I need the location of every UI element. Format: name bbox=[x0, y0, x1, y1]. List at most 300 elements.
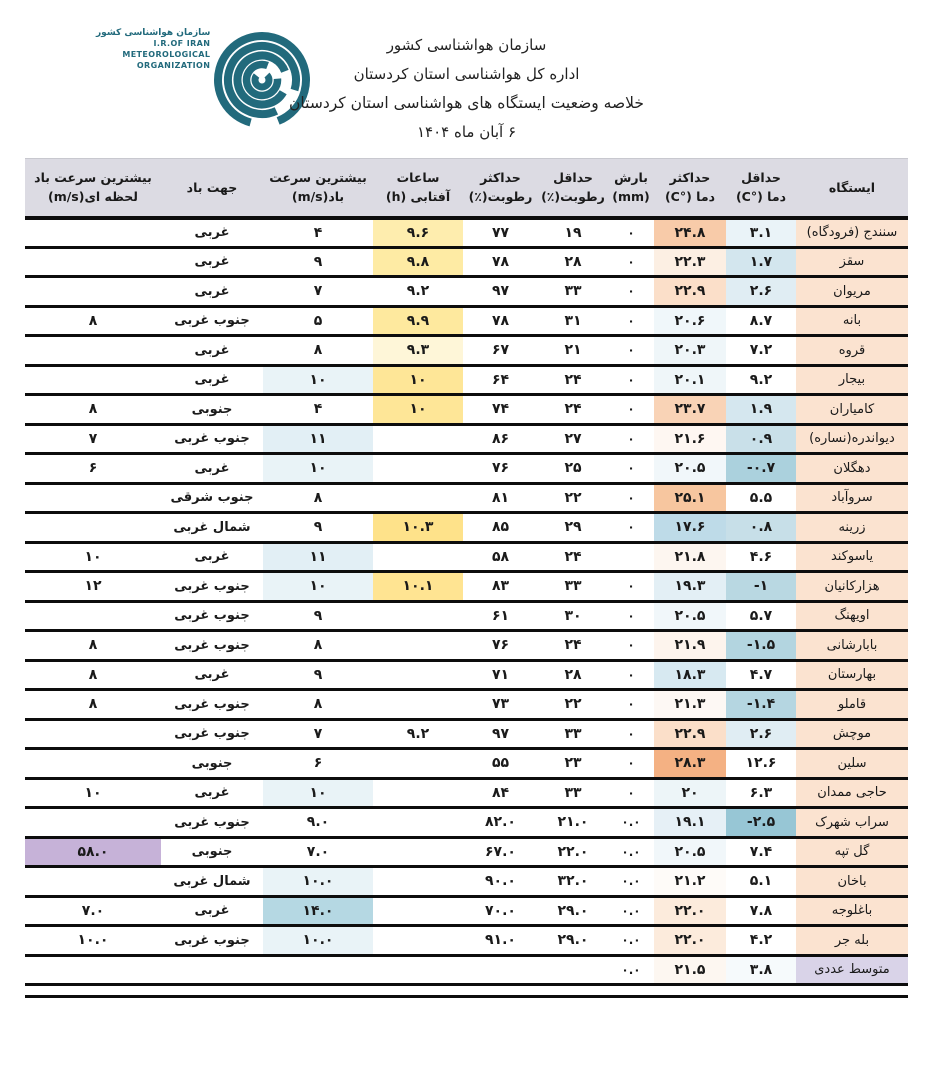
cell-name: دیواندره(نساره) bbox=[796, 424, 908, 454]
cell-tmin: ۸.۷ bbox=[726, 306, 796, 336]
cell-hmin: ۲۸ bbox=[538, 660, 608, 690]
logo-en-line3: ORGANIZATION bbox=[136, 60, 211, 70]
cell-hmax: ۷۶ bbox=[463, 454, 538, 484]
cell-tmin: -۱.۵ bbox=[726, 631, 796, 661]
cell-name: هزارکانیان bbox=[796, 572, 908, 602]
cell-precip: ۰ bbox=[608, 778, 654, 808]
cell-wind: ۹ bbox=[263, 660, 373, 690]
cell-wind: ۹ bbox=[263, 247, 373, 277]
cell-wind: ۱۰ bbox=[263, 572, 373, 602]
report-titles bbox=[0, 36, 933, 141]
cell-tmax: ۲۰.۳ bbox=[654, 336, 726, 366]
cell-tmin: ۴.۲ bbox=[726, 926, 796, 956]
cell-name: گل تپه bbox=[796, 837, 908, 867]
report-date: ۶ آبان ماه ۱۴۰۴ bbox=[417, 123, 516, 141]
cell-wind: ۹ bbox=[263, 601, 373, 631]
cell-tmin: ۵.۱ bbox=[726, 867, 796, 897]
cell-hmin: ۲۷ bbox=[538, 424, 608, 454]
cell-tmax: ۲۲.۹ bbox=[654, 277, 726, 307]
cell-sun bbox=[373, 778, 463, 808]
cell-tmin: ۲.۶ bbox=[726, 277, 796, 307]
cell-sun bbox=[373, 955, 463, 985]
station-row bbox=[25, 690, 908, 720]
cell-gust bbox=[25, 365, 161, 395]
cell-precip: ۰ bbox=[608, 749, 654, 779]
col-header-humidity-min: حداقل رطوبت(٪) bbox=[538, 159, 608, 218]
cell-precip: ۰ bbox=[608, 572, 654, 602]
cell-sun: ۱۰ bbox=[373, 365, 463, 395]
cell-hmax: ۷۸ bbox=[463, 306, 538, 336]
cell-gust: ۱۰ bbox=[25, 542, 161, 572]
cell-tmax: ۲۱.۹ bbox=[654, 631, 726, 661]
logo-persian-text: سازمان هواشناسی کشور bbox=[96, 28, 211, 38]
station-row bbox=[25, 867, 908, 897]
cell-hmin: ۳۲.۰ bbox=[538, 867, 608, 897]
office-title: اداره کل هواشناسی استان کردستان bbox=[353, 65, 580, 83]
average-row bbox=[25, 955, 908, 985]
cell-dir: شمال غربی bbox=[161, 513, 263, 543]
logo-en-line1: I.R.OF IRAN bbox=[153, 39, 211, 48]
cell-hmax: ۵۵ bbox=[463, 749, 538, 779]
cell-hmin: ۲۳ bbox=[538, 749, 608, 779]
cell-name: حاجی ممدان bbox=[796, 778, 908, 808]
cell-precip: ۰ bbox=[608, 454, 654, 484]
cell-sun bbox=[373, 542, 463, 572]
cell-hmax: ۹۰.۰ bbox=[463, 867, 538, 897]
cell-dir: غربی bbox=[161, 247, 263, 277]
col-header-humidity-max: حداکثر رطوبت(٪) bbox=[463, 159, 538, 218]
col-header-temp-min: حداقل دما (°C) bbox=[726, 159, 796, 218]
cell-sun: ۹.۶ bbox=[373, 218, 463, 248]
cell-name: سراب شهرک bbox=[796, 808, 908, 838]
cell-tmax: ۱۹.۱ bbox=[654, 808, 726, 838]
col-header-station: ایستگاه bbox=[796, 159, 908, 218]
cell-sun bbox=[373, 483, 463, 513]
cell-hmin: ۳۳ bbox=[538, 277, 608, 307]
cell-sun: ۱۰ bbox=[373, 395, 463, 425]
cell-hmax: ۷۰.۰ bbox=[463, 896, 538, 926]
cell-gust bbox=[25, 336, 161, 366]
cell-precip: ۰.۰ bbox=[608, 896, 654, 926]
col-header-wind-dir: جهت باد bbox=[161, 159, 263, 218]
station-row bbox=[25, 483, 908, 513]
cell-precip: ۰ bbox=[608, 660, 654, 690]
cell-gust: ۵۸.۰ bbox=[25, 837, 161, 867]
cell-tmax: ۲۰.۶ bbox=[654, 306, 726, 336]
cell-gust bbox=[25, 247, 161, 277]
col-header-gust: بیشترین سرعت باد لحظه ای(m/s) bbox=[25, 159, 161, 218]
cell-hmax: ۶۷ bbox=[463, 336, 538, 366]
cell-hmin: ۲۹.۰ bbox=[538, 926, 608, 956]
station-row bbox=[25, 247, 908, 277]
cell-hmin: ۲۱ bbox=[538, 336, 608, 366]
cell-dir: غربی bbox=[161, 778, 263, 808]
cell-dir: جنوبی bbox=[161, 395, 263, 425]
cell-gust bbox=[25, 277, 161, 307]
cell-wind: ۸ bbox=[263, 690, 373, 720]
cell-tmin: ۳.۸ bbox=[726, 955, 796, 985]
cell-tmin: ۳.۱ bbox=[726, 218, 796, 248]
cell-dir: غربی bbox=[161, 660, 263, 690]
station-row bbox=[25, 837, 908, 867]
cell-tmax: ۲۵.۱ bbox=[654, 483, 726, 513]
cell-wind: ۵ bbox=[263, 306, 373, 336]
cell-wind: ۴ bbox=[263, 395, 373, 425]
cell-hmax: ۹۷ bbox=[463, 277, 538, 307]
cell-gust bbox=[25, 955, 161, 985]
cell-gust: ۸ bbox=[25, 660, 161, 690]
cell-hmin: ۳۱ bbox=[538, 306, 608, 336]
cell-dir: شمال غربی bbox=[161, 867, 263, 897]
cell-dir: جنوب غربی bbox=[161, 306, 263, 336]
cell-wind: ۹ bbox=[263, 513, 373, 543]
cell-dir: غربی bbox=[161, 454, 263, 484]
cell-wind: ۸ bbox=[263, 336, 373, 366]
cell-gust bbox=[25, 601, 161, 631]
cell-name: قاملو bbox=[796, 690, 908, 720]
cell-tmin: ۶.۳ bbox=[726, 778, 796, 808]
station-row bbox=[25, 572, 908, 602]
cell-gust: ۶ bbox=[25, 454, 161, 484]
cell-hmax: ۷۴ bbox=[463, 395, 538, 425]
cell-tmin: ۱.۹ bbox=[726, 395, 796, 425]
cell-hmax: ۸۲.۰ bbox=[463, 808, 538, 838]
cell-wind bbox=[263, 955, 373, 985]
cell-tmax: ۲۱.۶ bbox=[654, 424, 726, 454]
cell-hmin: ۲۹ bbox=[538, 513, 608, 543]
cell-hmax bbox=[463, 955, 538, 985]
station-row bbox=[25, 749, 908, 779]
cell-name: مریوان bbox=[796, 277, 908, 307]
cell-hmax: ۸۵ bbox=[463, 513, 538, 543]
cell-tmin: ۰.۸ bbox=[726, 513, 796, 543]
cell-precip: ۰ bbox=[608, 395, 654, 425]
cell-gust bbox=[25, 483, 161, 513]
cell-tmax: ۱۷.۶ bbox=[654, 513, 726, 543]
cell-dir: جنوب غربی bbox=[161, 601, 263, 631]
station-row bbox=[25, 808, 908, 838]
cell-name: بله جر bbox=[796, 926, 908, 956]
station-row bbox=[25, 631, 908, 661]
cell-hmax: ۸۶ bbox=[463, 424, 538, 454]
station-row bbox=[25, 395, 908, 425]
cell-dir: جنوبی bbox=[161, 837, 263, 867]
cell-precip: ۰ bbox=[608, 424, 654, 454]
cell-tmin: ۱.۷ bbox=[726, 247, 796, 277]
report-header bbox=[0, 0, 933, 158]
cell-hmin: ۳۰ bbox=[538, 601, 608, 631]
cell-hmax: ۶۷.۰ bbox=[463, 837, 538, 867]
cell-hmax: ۹۷ bbox=[463, 719, 538, 749]
cell-sun bbox=[373, 601, 463, 631]
cell-tmin: ۰.۹ bbox=[726, 424, 796, 454]
cell-dir: جنوب غربی bbox=[161, 424, 263, 454]
cell-tmin: ۵.۷ bbox=[726, 601, 796, 631]
cell-hmax: ۵۸ bbox=[463, 542, 538, 572]
cell-tmax: ۲۱.۳ bbox=[654, 690, 726, 720]
cell-tmax: ۲۳.۷ bbox=[654, 395, 726, 425]
cell-precip: ۰ bbox=[608, 336, 654, 366]
station-row bbox=[25, 365, 908, 395]
footer-spacer-cell bbox=[25, 985, 908, 997]
cell-gust: ۷.۰ bbox=[25, 896, 161, 926]
cell-dir: جنوب غربی bbox=[161, 808, 263, 838]
cell-name: بهارستان bbox=[796, 660, 908, 690]
cell-sun bbox=[373, 454, 463, 484]
cell-dir: غربی bbox=[161, 365, 263, 395]
cell-precip: ۰ bbox=[608, 247, 654, 277]
cell-tmin: -۲.۵ bbox=[726, 808, 796, 838]
station-row bbox=[25, 778, 908, 808]
cell-tmin: ۲.۶ bbox=[726, 719, 796, 749]
cell-sun bbox=[373, 896, 463, 926]
weather-table-body bbox=[25, 218, 908, 985]
cell-tmax: ۲۲.۰ bbox=[654, 926, 726, 956]
station-row bbox=[25, 896, 908, 926]
weather-stations-table bbox=[25, 158, 908, 998]
cell-wind: ۸ bbox=[263, 631, 373, 661]
col-header-wind-max: بیشترین سرعت باد(m/s) bbox=[263, 159, 373, 218]
cell-tmax: ۲۲.۰ bbox=[654, 896, 726, 926]
cell-wind: ۷ bbox=[263, 719, 373, 749]
cell-sun bbox=[373, 867, 463, 897]
cell-sun bbox=[373, 926, 463, 956]
cell-hmin bbox=[538, 955, 608, 985]
cell-name: باخان bbox=[796, 867, 908, 897]
cell-name: دهگلان bbox=[796, 454, 908, 484]
cell-name: سنندج (فرودگاه) bbox=[796, 218, 908, 248]
cell-name: متوسط عددی bbox=[796, 955, 908, 985]
cell-precip: ۰ bbox=[608, 631, 654, 661]
cell-sun bbox=[373, 749, 463, 779]
cell-tmin: ۹.۲ bbox=[726, 365, 796, 395]
cell-tmin: ۷.۴ bbox=[726, 837, 796, 867]
cell-sun bbox=[373, 808, 463, 838]
cell-dir: غربی bbox=[161, 336, 263, 366]
cell-precip: ۰ bbox=[608, 601, 654, 631]
cell-gust bbox=[25, 867, 161, 897]
logo-en-line2: METEOROLOGICAL bbox=[122, 49, 211, 59]
cell-tmin: ۵.۵ bbox=[726, 483, 796, 513]
cell-name: یاسوکند bbox=[796, 542, 908, 572]
station-row bbox=[25, 277, 908, 307]
cell-tmax: ۲۱.۵ bbox=[654, 955, 726, 985]
cell-hmin: ۲۴ bbox=[538, 631, 608, 661]
cell-hmax: ۷۳ bbox=[463, 690, 538, 720]
cell-name: موچش bbox=[796, 719, 908, 749]
station-row bbox=[25, 513, 908, 543]
station-row bbox=[25, 926, 908, 956]
cell-dir: جنوبی bbox=[161, 749, 263, 779]
cell-precip bbox=[608, 542, 654, 572]
cell-gust bbox=[25, 749, 161, 779]
cell-wind: ۱۰.۰ bbox=[263, 867, 373, 897]
cell-name: قروه bbox=[796, 336, 908, 366]
cell-dir: غربی bbox=[161, 542, 263, 572]
cell-precip: ۰.۰ bbox=[608, 837, 654, 867]
cell-precip: ۰.۰ bbox=[608, 955, 654, 985]
cell-hmax: ۸۱ bbox=[463, 483, 538, 513]
station-row bbox=[25, 542, 908, 572]
cell-name: سقز bbox=[796, 247, 908, 277]
cell-precip: ۰ bbox=[608, 513, 654, 543]
cell-sun bbox=[373, 424, 463, 454]
org-name-title: سازمان هواشناسی کشور bbox=[386, 36, 547, 54]
cell-sun: ۹.۹ bbox=[373, 306, 463, 336]
cell-dir: غربی bbox=[161, 896, 263, 926]
cell-gust bbox=[25, 719, 161, 749]
cell-hmin: ۲۱.۰ bbox=[538, 808, 608, 838]
cell-hmin: ۲۲.۰ bbox=[538, 837, 608, 867]
cell-gust: ۸ bbox=[25, 306, 161, 336]
cell-dir: جنوب غربی bbox=[161, 631, 263, 661]
cell-wind: ۱۰ bbox=[263, 454, 373, 484]
cell-wind: ۱۱ bbox=[263, 542, 373, 572]
cell-hmin: ۱۹ bbox=[538, 218, 608, 248]
cell-hmax: ۹۱.۰ bbox=[463, 926, 538, 956]
cell-hmax: ۸۳ bbox=[463, 572, 538, 602]
cell-hmax: ۷۱ bbox=[463, 660, 538, 690]
cell-name: بانه bbox=[796, 306, 908, 336]
station-row bbox=[25, 719, 908, 749]
cell-dir: جنوب شرقی bbox=[161, 483, 263, 513]
cell-hmin: ۲۹.۰ bbox=[538, 896, 608, 926]
cell-tmax: ۲۱.۲ bbox=[654, 867, 726, 897]
cell-wind: ۱۰ bbox=[263, 778, 373, 808]
cell-name: سروآباد bbox=[796, 483, 908, 513]
cell-precip: ۰ bbox=[608, 277, 654, 307]
station-row bbox=[25, 218, 908, 248]
cell-dir: جنوب غربی bbox=[161, 719, 263, 749]
cell-name: باغلوجه bbox=[796, 896, 908, 926]
cell-dir: جنوب غربی bbox=[161, 926, 263, 956]
station-row bbox=[25, 660, 908, 690]
col-header-precip: بارش (mm) bbox=[608, 159, 654, 218]
cell-name: کامیاران bbox=[796, 395, 908, 425]
cell-sun: ۹.۲ bbox=[373, 719, 463, 749]
cell-wind: ۱۴.۰ bbox=[263, 896, 373, 926]
cell-sun: ۹.۲ bbox=[373, 277, 463, 307]
cell-sun bbox=[373, 690, 463, 720]
cell-hmin: ۲۴ bbox=[538, 365, 608, 395]
cell-precip: ۰ bbox=[608, 690, 654, 720]
cell-precip: ۰ bbox=[608, 365, 654, 395]
cell-tmax: ۲۲.۳ bbox=[654, 247, 726, 277]
cell-sun: ۱۰.۱ bbox=[373, 572, 463, 602]
cell-tmin: -۱ bbox=[726, 572, 796, 602]
cell-gust: ۱۰ bbox=[25, 778, 161, 808]
cell-hmax: ۶۱ bbox=[463, 601, 538, 631]
cell-sun bbox=[373, 631, 463, 661]
cell-name: سلین bbox=[796, 749, 908, 779]
cell-gust: ۸ bbox=[25, 631, 161, 661]
cell-hmax: ۶۴ bbox=[463, 365, 538, 395]
cell-hmax: ۷۶ bbox=[463, 631, 538, 661]
cell-hmin: ۲۴ bbox=[538, 542, 608, 572]
cell-gust: ۱۰.۰ bbox=[25, 926, 161, 956]
cell-name: اویهنگ bbox=[796, 601, 908, 631]
cell-tmax: ۲۴.۸ bbox=[654, 218, 726, 248]
cell-precip: ۰ bbox=[608, 719, 654, 749]
cell-tmax: ۲۰ bbox=[654, 778, 726, 808]
cell-sun bbox=[373, 660, 463, 690]
station-row bbox=[25, 424, 908, 454]
cell-tmax: ۲۰.۵ bbox=[654, 454, 726, 484]
cell-sun: ۹.۳ bbox=[373, 336, 463, 366]
cell-name: بابارشانی bbox=[796, 631, 908, 661]
cell-gust: ۸ bbox=[25, 395, 161, 425]
station-row bbox=[25, 454, 908, 484]
cell-wind: ۷ bbox=[263, 277, 373, 307]
cell-precip: ۰.۰ bbox=[608, 926, 654, 956]
cell-tmin: ۷.۲ bbox=[726, 336, 796, 366]
cell-tmin: -۰.۷ bbox=[726, 454, 796, 484]
cell-hmax: ۷۷ bbox=[463, 218, 538, 248]
cell-gust: ۱۲ bbox=[25, 572, 161, 602]
cell-wind: ۷.۰ bbox=[263, 837, 373, 867]
cell-tmin: -۱.۴ bbox=[726, 690, 796, 720]
cell-gust: ۸ bbox=[25, 690, 161, 720]
cell-precip: ۰ bbox=[608, 218, 654, 248]
cell-dir: جنوب غربی bbox=[161, 690, 263, 720]
cell-gust bbox=[25, 513, 161, 543]
cell-gust bbox=[25, 218, 161, 248]
cell-tmax: ۲۰.۵ bbox=[654, 837, 726, 867]
cell-wind: ۹.۰ bbox=[263, 808, 373, 838]
cell-hmin: ۲۴ bbox=[538, 395, 608, 425]
cell-wind: ۸ bbox=[263, 483, 373, 513]
cell-tmax: ۲۰.۵ bbox=[654, 601, 726, 631]
cell-sun: ۱۰.۳ bbox=[373, 513, 463, 543]
station-row bbox=[25, 306, 908, 336]
cell-hmin: ۲۲ bbox=[538, 690, 608, 720]
station-row bbox=[25, 336, 908, 366]
cell-wind: ۱۱ bbox=[263, 424, 373, 454]
cell-sun: ۹.۸ bbox=[373, 247, 463, 277]
cell-dir bbox=[161, 955, 263, 985]
table-footer-spacer-row bbox=[25, 985, 908, 997]
station-row bbox=[25, 601, 908, 631]
cell-tmax: ۱۸.۳ bbox=[654, 660, 726, 690]
cell-tmax: ۲۲.۹ bbox=[654, 719, 726, 749]
cell-hmin: ۲۸ bbox=[538, 247, 608, 277]
cell-hmin: ۳۳ bbox=[538, 778, 608, 808]
cell-name: زرینه bbox=[796, 513, 908, 543]
cell-hmin: ۲۲ bbox=[538, 483, 608, 513]
cell-hmin: ۳۳ bbox=[538, 719, 608, 749]
cell-tmax: ۱۹.۳ bbox=[654, 572, 726, 602]
cell-precip: ۰ bbox=[608, 306, 654, 336]
cell-precip: ۰ bbox=[608, 483, 654, 513]
col-header-temp-max: حداکثر دما (°C) bbox=[654, 159, 726, 218]
cell-tmin: ۴.۷ bbox=[726, 660, 796, 690]
cell-wind: ۶ bbox=[263, 749, 373, 779]
cell-tmax: ۲۱.۸ bbox=[654, 542, 726, 572]
cell-wind: ۱۰.۰ bbox=[263, 926, 373, 956]
cell-tmin: ۷.۸ bbox=[726, 896, 796, 926]
cell-precip: ۰.۰ bbox=[608, 808, 654, 838]
cell-wind: ۱۰ bbox=[263, 365, 373, 395]
cell-dir: جنوب غربی bbox=[161, 572, 263, 602]
col-header-sunshine: ساعات آفتابی (h) bbox=[373, 159, 463, 218]
cell-sun bbox=[373, 837, 463, 867]
cell-tmin: ۴.۶ bbox=[726, 542, 796, 572]
cell-tmin: ۱۲.۶ bbox=[726, 749, 796, 779]
table-header-row bbox=[25, 159, 908, 218]
cell-tmax: ۲۸.۳ bbox=[654, 749, 726, 779]
cell-gust: ۷ bbox=[25, 424, 161, 454]
cell-dir: غربی bbox=[161, 277, 263, 307]
